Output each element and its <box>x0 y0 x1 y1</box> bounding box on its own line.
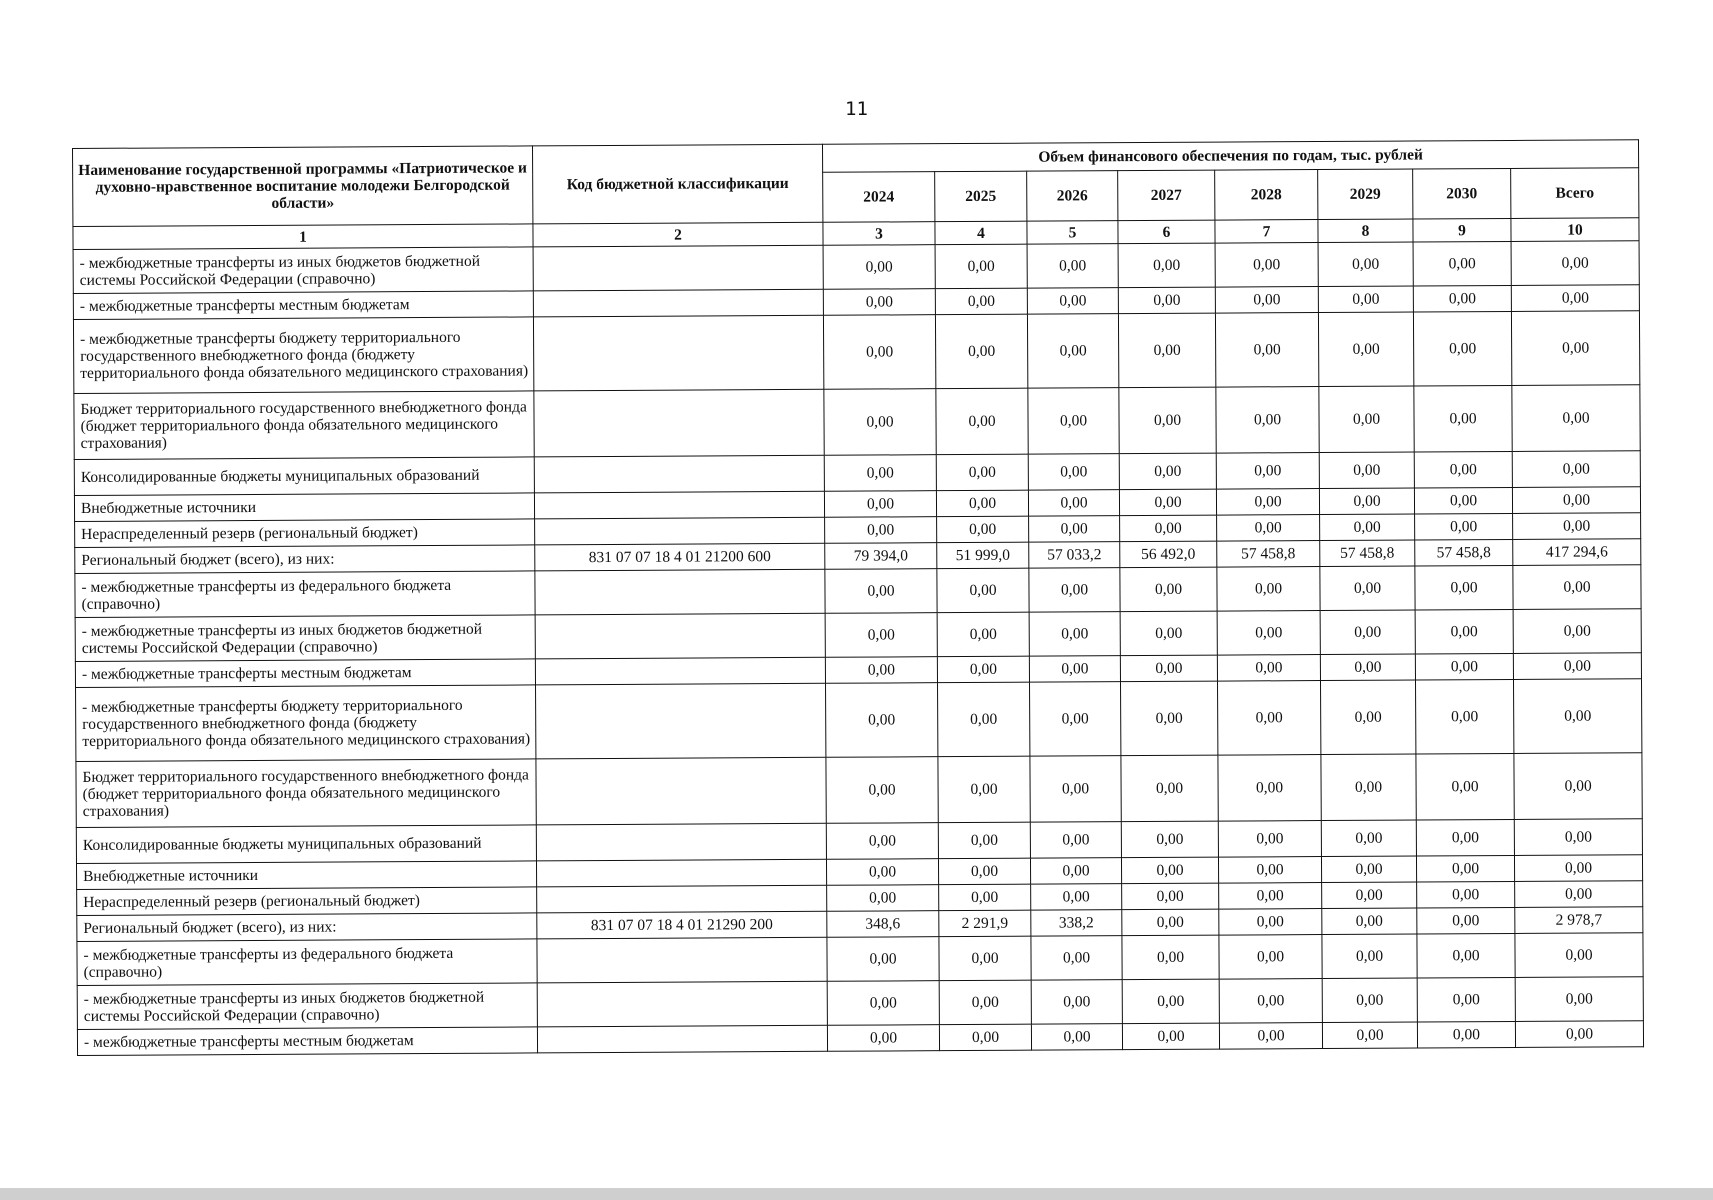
row-value-cell: 0,00 <box>1120 681 1217 756</box>
row-value-cell: 0,00 <box>826 823 938 860</box>
row-value-cell: 0,00 <box>1216 453 1319 490</box>
row-value-cell: 0,00 <box>1512 385 1640 452</box>
row-value-cell: 0,00 <box>1511 241 1639 286</box>
row-value-cell: 57 458,8 <box>1415 539 1513 566</box>
row-value-cell: 0,00 <box>1215 313 1318 388</box>
row-value-cell: 0,00 <box>938 858 1030 885</box>
row-value-cell: 0,00 <box>1321 820 1416 857</box>
budget-table-wrapper <box>72 139 1643 1056</box>
column-number-7: 8 <box>1318 219 1413 243</box>
row-code-cell <box>533 245 823 291</box>
row-value-cell: 0,00 <box>1216 489 1319 516</box>
row-value-cell: 0,00 <box>823 245 935 290</box>
row-value-cell: 0,00 <box>1122 1023 1219 1050</box>
row-value-cell: 0,00 <box>1515 977 1643 1022</box>
header-budget-code: Код бюджетной классификации <box>532 144 822 224</box>
row-value-cell: 0,00 <box>1320 514 1415 541</box>
row-value-cell: 0,00 <box>937 612 1029 657</box>
row-name-cell: Нераспределенный резерв (региональный бюджет) <box>77 887 537 916</box>
row-value-cell: 0,00 <box>1218 755 1321 822</box>
row-value-cell: 0,00 <box>938 822 1030 859</box>
column-number-3: 4 <box>935 221 1027 245</box>
row-value-cell: 0,00 <box>939 936 1031 981</box>
row-name-cell: Внебюджетные источники <box>76 861 536 890</box>
row-value-cell: 0,00 <box>1118 287 1215 314</box>
row-value-cell: 2 291,9 <box>939 910 1031 937</box>
row-value-cell: 0,00 <box>824 455 936 492</box>
header-program-name: Наименование государственной программы «Патриотическое и духовно-нравственное воспитание молодежи Белгородской области» <box>73 146 533 227</box>
row-value-cell: 0,00 <box>1417 907 1515 934</box>
row-value-cell: 0,00 <box>1029 568 1120 613</box>
row-value-cell: 0,00 <box>1321 856 1416 883</box>
row-name-cell: - межбюджетные трансферты из иных бюджетов бюджетной системы Российской Федерации (справочно) <box>73 247 533 294</box>
row-value-cell: 0,00 <box>1417 881 1515 908</box>
row-code-cell <box>533 315 823 391</box>
row-value-cell: 56 492,0 <box>1120 541 1217 568</box>
row-name-cell: - межбюджетные трансферты бюджету территориального государственного внебюджетного фонда (бюджету территориального фонда обязательного медицинского страхования) <box>76 685 536 762</box>
header-year-5: 2029 <box>1318 169 1413 220</box>
row-value-cell: 0,00 <box>1413 285 1511 312</box>
row-value-cell: 0,00 <box>823 289 935 316</box>
row-code-cell <box>537 1025 827 1053</box>
row-code-cell <box>536 757 826 825</box>
row-value-cell: 0,00 <box>1119 387 1216 454</box>
row-value-cell: 0,00 <box>935 314 1027 389</box>
row-value-cell: 57 033,2 <box>1029 542 1120 569</box>
header-year-6: 2030 <box>1413 168 1511 219</box>
row-value-cell: 51 999,0 <box>937 542 1029 569</box>
row-value-cell: 0,00 <box>1218 821 1321 858</box>
row-value-cell: 0,00 <box>1029 516 1120 543</box>
row-code-cell <box>534 389 824 457</box>
row-value-cell: 0,00 <box>1415 565 1513 610</box>
row-value-cell: 0,00 <box>1121 755 1218 822</box>
row-value-cell: 0,00 <box>937 568 1029 613</box>
row-value-cell: 0,00 <box>1030 822 1121 859</box>
row-value-cell: 0,00 <box>1415 679 1513 754</box>
row-name-cell: - межбюджетные трансферты местным бюджетам <box>77 1027 537 1056</box>
row-value-cell: 0,00 <box>1413 311 1511 386</box>
row-value-cell: 417 294,6 <box>1513 539 1641 566</box>
column-number-1: 2 <box>533 222 823 247</box>
scan-bottom-edge <box>0 1188 1713 1200</box>
row-value-cell: 0,00 <box>826 859 938 886</box>
table-row <box>76 753 1642 828</box>
row-value-cell: 0,00 <box>1219 979 1322 1024</box>
row-value-cell: 0,00 <box>1028 490 1119 517</box>
row-name-cell: - межбюджетные трансферты местным бюджетам <box>75 659 535 688</box>
row-value-cell: 0,00 <box>1417 977 1515 1022</box>
row-value-cell: 0,00 <box>1319 488 1414 515</box>
row-value-cell: 0,00 <box>1515 1021 1643 1048</box>
header-year-2: 2026 <box>1027 171 1118 222</box>
row-value-cell: 0,00 <box>939 884 1031 911</box>
row-value-cell: 0,00 <box>1514 753 1642 820</box>
row-value-cell: 0,00 <box>1416 855 1514 882</box>
row-value-cell: 0,00 <box>1217 611 1320 656</box>
row-value-cell: 0,00 <box>1513 679 1641 754</box>
row-value-cell: 0,00 <box>1219 883 1322 910</box>
row-value-cell: 0,00 <box>1216 387 1319 454</box>
row-value-cell: 0,00 <box>1514 819 1642 856</box>
row-value-cell: 0,00 <box>823 315 935 390</box>
row-value-cell: 0,00 <box>1322 934 1417 979</box>
row-value-cell: 0,00 <box>1029 682 1120 757</box>
row-value-cell: 0,00 <box>1120 567 1217 612</box>
row-value-cell: 0,00 <box>1322 908 1417 935</box>
header-financing-group: Объем финансового обеспечения по годам, тыс. рублей <box>822 140 1638 173</box>
row-value-cell: 0,00 <box>1217 567 1320 612</box>
row-value-cell: 0,00 <box>1031 936 1122 981</box>
row-name-cell: - межбюджетные трансферты местным бюджетам <box>73 291 533 320</box>
row-value-cell: 0,00 <box>937 656 1029 683</box>
row-value-cell: 0,00 <box>1416 753 1514 820</box>
row-value-cell: 0,00 <box>1215 243 1318 288</box>
row-value-cell: 0,00 <box>1120 655 1217 682</box>
row-value-cell: 0,00 <box>936 490 1028 517</box>
row-value-cell: 2 978,7 <box>1515 907 1643 934</box>
row-value-cell: 0,00 <box>1118 313 1215 388</box>
row-value-cell: 0,00 <box>1029 612 1120 657</box>
row-value-cell: 0,00 <box>1322 978 1417 1023</box>
column-number-5: 6 <box>1118 220 1215 244</box>
row-value-cell: 0,00 <box>1515 933 1643 978</box>
header-year-1: 2025 <box>935 171 1027 222</box>
row-code-cell: 831 07 07 18 4 01 21200 600 <box>535 543 825 571</box>
budget-table <box>72 139 1644 1056</box>
row-value-cell: 0,00 <box>1511 311 1639 386</box>
header-year-7: Всего <box>1511 168 1639 219</box>
row-value-cell: 0,00 <box>1121 857 1218 884</box>
row-value-cell: 0,00 <box>939 1024 1031 1051</box>
row-value-cell: 0,00 <box>1415 609 1513 654</box>
row-value-cell: 0,00 <box>1513 609 1641 654</box>
row-name-cell: - межбюджетные трансферты из иных бюджетов бюджетной системы Российской Федерации (справочно) <box>77 983 537 1030</box>
row-value-cell: 0,00 <box>1318 312 1413 387</box>
row-value-cell: 0,00 <box>1318 242 1413 287</box>
row-value-cell: 0,00 <box>825 569 937 614</box>
row-name-cell: Нераспределенный резерв (региональный бюджет) <box>75 519 535 548</box>
row-code-cell <box>536 683 826 759</box>
page-number: 11 <box>845 98 868 120</box>
row-value-cell: 0,00 <box>1320 654 1415 681</box>
row-value-cell: 0,00 <box>1414 385 1512 452</box>
row-value-cell: 0,00 <box>936 388 1028 455</box>
table-body <box>73 241 1644 1056</box>
row-value-cell: 0,00 <box>1417 1021 1515 1048</box>
row-value-cell: 0,00 <box>1513 653 1641 680</box>
row-code-cell <box>533 289 823 317</box>
row-value-cell: 0,00 <box>937 682 1029 757</box>
row-code-cell <box>535 657 825 685</box>
row-name-cell: - межбюджетные трансферты из иных бюджетов бюджетной системы Российской Федерации (справочно) <box>75 615 535 662</box>
row-value-cell: 0,00 <box>1218 857 1321 884</box>
column-number-8: 9 <box>1413 218 1511 242</box>
row-value-cell: 0,00 <box>1028 454 1119 491</box>
row-value-cell: 0,00 <box>1512 451 1640 488</box>
row-value-cell: 0,00 <box>1121 821 1218 858</box>
row-name-cell: Региональный бюджет (всего), из них: <box>75 545 535 574</box>
row-value-cell: 0,00 <box>827 937 939 982</box>
row-value-cell: 0,00 <box>1119 453 1216 490</box>
row-value-cell: 0,00 <box>827 981 939 1026</box>
row-name-cell: Региональный бюджет (всего), из них: <box>77 913 537 942</box>
row-value-cell: 0,00 <box>1320 566 1415 611</box>
row-value-cell: 0,00 <box>1122 935 1219 980</box>
row-value-cell: 0,00 <box>1319 386 1414 453</box>
row-value-cell: 0,00 <box>936 454 1028 491</box>
row-value-cell: 0,00 <box>1122 909 1219 936</box>
row-value-cell: 0,00 <box>1122 883 1219 910</box>
row-value-cell: 0,00 <box>1513 513 1641 540</box>
row-value-cell: 0,00 <box>825 517 937 544</box>
row-code-cell <box>534 455 824 493</box>
row-value-cell: 0,00 <box>937 516 1029 543</box>
row-value-cell: 0,00 <box>1217 515 1320 542</box>
column-number-9: 10 <box>1511 218 1639 242</box>
row-value-cell: 0,00 <box>1322 1022 1417 1049</box>
row-value-cell: 79 394,0 <box>825 543 937 570</box>
row-code-cell <box>535 517 825 545</box>
row-code-cell <box>536 823 826 861</box>
row-value-cell: 0,00 <box>1515 881 1643 908</box>
row-value-cell: 0,00 <box>1029 656 1120 683</box>
row-name-cell: Внебюджетные источники <box>74 493 534 522</box>
row-name-cell: Консолидированные бюджеты муниципальных образований <box>74 457 534 496</box>
row-value-cell: 0,00 <box>1031 884 1122 911</box>
row-value-cell: 0,00 <box>935 288 1027 315</box>
row-value-cell: 0,00 <box>1322 882 1417 909</box>
row-value-cell: 0,00 <box>1118 243 1215 288</box>
row-value-cell: 0,00 <box>1321 754 1416 821</box>
row-value-cell: 0,00 <box>826 683 938 758</box>
row-value-cell: 348,6 <box>827 911 939 938</box>
row-value-cell: 0,00 <box>826 757 938 824</box>
row-value-cell: 0,00 <box>1028 388 1119 455</box>
row-value-cell: 0,00 <box>827 885 939 912</box>
table-row <box>76 679 1642 762</box>
row-code-cell <box>537 937 827 983</box>
table-row <box>74 385 1640 460</box>
row-value-cell: 0,00 <box>1511 285 1639 312</box>
row-value-cell: 0,00 <box>1031 1024 1122 1051</box>
row-value-cell: 0,00 <box>1027 314 1118 389</box>
row-value-cell: 0,00 <box>1031 980 1122 1025</box>
row-value-cell: 0,00 <box>1030 858 1121 885</box>
row-value-cell: 0,00 <box>1219 909 1322 936</box>
row-value-cell: 0,00 <box>1219 935 1322 980</box>
row-value-cell: 0,00 <box>1514 855 1642 882</box>
row-code-cell <box>537 981 827 1027</box>
row-value-cell: 0,00 <box>1320 680 1415 755</box>
row-value-cell: 0,00 <box>935 244 1027 289</box>
row-value-cell: 0,00 <box>1217 681 1320 756</box>
column-number-4: 5 <box>1027 221 1118 245</box>
column-number-0: 1 <box>73 224 533 250</box>
row-value-cell: 338,2 <box>1031 910 1122 937</box>
row-value-cell: 0,00 <box>827 1025 939 1052</box>
row-value-cell: 0,00 <box>1120 515 1217 542</box>
row-value-cell: 0,00 <box>1122 979 1219 1024</box>
row-value-cell: 0,00 <box>1320 610 1415 655</box>
row-value-cell: 0,00 <box>1513 565 1641 610</box>
row-value-cell: 0,00 <box>1416 819 1514 856</box>
row-value-cell: 0,00 <box>825 657 937 684</box>
row-value-cell: 0,00 <box>1030 756 1121 823</box>
row-value-cell: 0,00 <box>1417 933 1515 978</box>
column-number-2: 3 <box>823 222 935 246</box>
row-value-cell: 0,00 <box>1219 1023 1322 1050</box>
table-row <box>73 311 1639 394</box>
row-code-cell <box>536 859 826 887</box>
row-name-cell: Консолидированные бюджеты муниципальных образований <box>76 825 536 864</box>
row-value-cell: 0,00 <box>1512 487 1640 514</box>
header-year-0: 2024 <box>823 172 935 223</box>
row-value-cell: 0,00 <box>938 756 1030 823</box>
row-name-cell: Бюджет территориального государственного внебюджетного фонда (бюджет территориального фонда обязательного медицинского страхования) <box>76 759 536 828</box>
row-code-cell: 831 07 07 18 4 01 21290 200 <box>537 911 827 939</box>
row-name-cell: Бюджет территориального государственного внебюджетного фонда (бюджет территориального фонда обязательного медицинского страхования) <box>74 391 534 460</box>
row-value-cell: 0,00 <box>1215 287 1318 314</box>
row-value-cell: 57 458,8 <box>1320 540 1415 567</box>
row-value-cell: 0,00 <box>1120 611 1217 656</box>
header-year-3: 2027 <box>1118 170 1215 221</box>
row-value-cell: 0,00 <box>1318 286 1413 313</box>
row-code-cell <box>534 491 824 519</box>
row-value-cell: 0,00 <box>824 491 936 518</box>
row-name-cell: - межбюджетные трансферты бюджету территориального государственного внебюджетного фонда (бюджету территориального фонда обязательного медицинского страхования) <box>73 317 533 394</box>
row-code-cell <box>537 885 827 913</box>
row-value-cell: 0,00 <box>1415 653 1513 680</box>
row-value-cell: 0,00 <box>1414 487 1512 514</box>
row-value-cell: 0,00 <box>1217 655 1320 682</box>
row-value-cell: 0,00 <box>1414 451 1512 488</box>
header-year-4: 2028 <box>1215 170 1318 221</box>
column-number-6: 7 <box>1215 220 1318 244</box>
row-value-cell: 0,00 <box>1027 288 1118 315</box>
table-header <box>73 140 1640 250</box>
row-value-cell: 57 458,8 <box>1217 541 1320 568</box>
row-value-cell: 0,00 <box>1415 513 1513 540</box>
row-value-cell: 0,00 <box>1119 489 1216 516</box>
row-name-cell: - межбюджетные трансферты из федерального бюджета (справочно) <box>75 571 535 618</box>
row-value-cell: 0,00 <box>825 613 937 658</box>
row-code-cell <box>535 613 825 659</box>
row-value-cell: 0,00 <box>939 980 1031 1025</box>
row-value-cell: 0,00 <box>1319 452 1414 489</box>
row-name-cell: - межбюджетные трансферты из федерального бюджета (справочно) <box>77 939 537 986</box>
row-value-cell: 0,00 <box>1413 241 1511 286</box>
row-code-cell <box>535 569 825 615</box>
row-value-cell: 0,00 <box>824 389 936 456</box>
row-value-cell: 0,00 <box>1027 244 1118 289</box>
